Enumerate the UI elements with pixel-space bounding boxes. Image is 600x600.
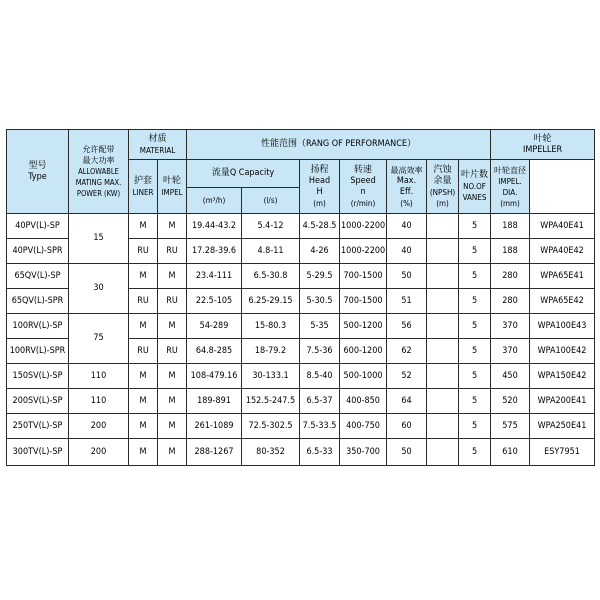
cell-capacity-m3h: 23.4-111 [187,264,242,289]
header-head-zh: 扬程 [310,164,329,175]
cell-impel: M [158,214,187,239]
cell-dia: 450 [491,364,530,389]
cell-capacity-ls: 6.25-29.15 [242,289,300,314]
cell-curve: WPA40E41 [530,214,595,239]
cell-liner: RU [129,239,158,264]
cell-eff: 50 [387,439,427,466]
header-type [7,130,69,214]
cell-dia: 520 [491,389,530,414]
cell-capacity-ls: 6.5-30.8 [242,264,300,289]
header-npsh-en: (NPSH) [429,187,456,197]
header-liner [129,160,158,214]
cell-impel: M [158,364,187,389]
cell-eff: 56 [387,314,427,339]
header-npsh [427,160,459,214]
cell-speed: 600-1200 [340,339,387,364]
cell-eff: 64 [387,389,427,414]
header-speed-unit: (r/min) [350,198,376,208]
cell-curve: WPA100E43 [530,314,595,339]
table-header [7,130,595,214]
cell-power: 200 [69,439,129,466]
cell-speed: 1000-2200 [340,214,387,239]
table-row [7,264,595,289]
cell-head: 5-35 [300,314,340,339]
cell-eff: 40 [387,239,427,264]
cell-vanes: 5 [459,289,491,314]
header-power-en-3: POWER (KW) [76,189,121,198]
header-eff [387,160,427,214]
cell-dia: 370 [491,339,530,364]
header-impel-zh: 叶轮 [163,175,182,186]
cell-dia: 188 [491,214,530,239]
cell-liner: RU [129,289,158,314]
header-dia-unit: (mm) [500,198,520,208]
cell-capacity-m3h: 17.28-39.6 [187,239,242,264]
cell-dia: 575 [491,414,530,439]
cell-capacity-m3h: 288-1267 [187,439,242,466]
cell-speed: 700-1500 [340,264,387,289]
cell-power: 200 [69,414,129,439]
cell-curve: WPA65E42 [530,289,595,314]
cell-impel: M [158,264,187,289]
cell-vanes: 5 [459,414,491,439]
header-material [129,130,187,160]
cell-type: 150SV(L)-SP [7,364,69,389]
header-capacity-m3h: (m³/h) [187,188,242,214]
header-power-zh-1: 允许配带 [82,145,115,154]
cell-npsh [427,439,459,466]
header-material-zh: 材质 [148,133,167,144]
cell-power: 75 [69,314,129,364]
header-power-zh-2: 最大功率 [82,156,115,165]
header-dia [491,160,530,214]
header-material-en: MATERIAL [139,145,176,155]
header-vanes-zh: 叶片数 [461,170,489,180]
cell-speed: 700-1500 [340,289,387,314]
cell-liner: RU [129,339,158,364]
cell-head: 4-26 [300,239,340,264]
header-power [69,130,129,214]
header-dia-en-1: IMPEL. [498,176,522,186]
header-speed-sym: n [360,186,366,197]
cell-capacity-ls: 80-352 [242,439,300,466]
cell-speed: 400-750 [340,414,387,439]
cell-type: 65QV(L)-SPR [7,289,69,314]
cell-npsh [427,214,459,239]
cell-vanes: 5 [459,339,491,364]
cell-capacity-m3h: 261-1089 [187,414,242,439]
cell-dia: 280 [491,289,530,314]
header-head-sym: H [316,186,323,197]
header-speed [340,160,387,214]
table-row [7,439,595,466]
cell-liner: M [129,264,158,289]
pump-spec-table [6,129,595,466]
cell-capacity-ls: 5.4-12 [242,214,300,239]
header-capacity: 流量Q Capacity [187,160,300,188]
header-performance: 性能范围（RANG OF PERFORMANCE） [187,130,491,160]
header-speed-zh: 转速 [354,164,373,175]
cell-head: 7.5-33.5 [300,414,340,439]
cell-npsh [427,339,459,364]
header-dia-zh: 叶轮直径 [494,165,527,175]
cell-speed: 500-1000 [340,364,387,389]
header-impeller-en: IMPELLER [522,144,563,155]
cell-vanes: 5 [459,364,491,389]
cell-curve: WPA200E41 [530,389,595,414]
cell-impel: M [158,414,187,439]
cell-type: 65QV(L)-SP [7,264,69,289]
cell-vanes: 5 [459,214,491,239]
cell-liner: M [129,364,158,389]
cell-power: 15 [69,214,129,264]
cell-liner: M [129,389,158,414]
cell-head: 8.5-40 [300,364,340,389]
cell-curve: WPA250E41 [530,414,595,439]
cell-curve: WPA100E42 [530,339,595,364]
cell-npsh [427,364,459,389]
cell-eff: 51 [387,289,427,314]
cell-speed: 350-700 [340,439,387,466]
cell-capacity-ls: 18-79.2 [242,339,300,364]
cell-liner: M [129,414,158,439]
header-eff-zh: 最高效率 [390,165,423,175]
header-impel-en: IMPEL [161,187,183,197]
header-npsh-unit: (m) [436,198,449,208]
header-eff-unit: (%) [400,198,413,208]
cell-dia: 610 [491,439,530,466]
table-row [7,214,595,239]
table-row [7,314,595,339]
cell-capacity-m3h: 108-479.16 [187,364,242,389]
cell-head: 7.5-36 [300,339,340,364]
cell-type: 250TV(L)-SP [7,414,69,439]
header-npsh-zh-1: 汽蚀 [433,164,452,175]
cell-dia: 188 [491,239,530,264]
cell-curve: WPA150E42 [530,364,595,389]
cell-eff: 60 [387,414,427,439]
cell-type: 300TV(L)-SP [7,439,69,466]
header-head-unit: (m) [313,198,326,208]
cell-npsh [427,289,459,314]
cell-vanes: 5 [459,264,491,289]
cell-head: 5-29.5 [300,264,340,289]
header-capacity-ls: (l/s) [242,188,300,214]
cell-npsh [427,264,459,289]
cell-capacity-ls: 15-80.3 [242,314,300,339]
cell-liner: M [129,214,158,239]
cell-npsh [427,314,459,339]
header-impeller-zh: 叶轮 [533,133,552,144]
cell-eff: 52 [387,364,427,389]
cell-curve: WPA65E41 [530,264,595,289]
cell-type: 100RV(L)-SPR [7,339,69,364]
table-row [7,389,595,414]
header-npsh-zh-2: 余量 [433,175,452,186]
cell-npsh [427,414,459,439]
header-head [300,160,340,214]
header-dia-en-2: DIA. [502,187,518,197]
cell-liner: M [129,439,158,466]
cell-capacity-m3h: 19.44-43.2 [187,214,242,239]
header-power-en-1: ALLOWABLE [78,167,119,176]
cell-impel: RU [158,239,187,264]
cell-head: 5-30.5 [300,289,340,314]
cell-power: 110 [69,389,129,414]
cell-vanes: 5 [459,239,491,264]
cell-impel: M [158,439,187,466]
header-liner-zh: 护套 [133,175,152,186]
header-vanes-en-2: VANES [462,193,487,202]
table-body [7,214,595,466]
cell-head: 6.5-37 [300,389,340,414]
cell-dia: 280 [491,264,530,289]
cell-dia: 370 [491,314,530,339]
cell-capacity-ls: 4.8-11 [242,239,300,264]
cell-eff: 40 [387,214,427,239]
cell-capacity-ls: 152.5-247.5 [242,389,300,414]
cell-type: 40PV(L)-SP [7,214,69,239]
cell-liner: M [129,314,158,339]
cell-capacity-m3h: 54-289 [187,314,242,339]
cell-capacity-m3h: 64.8-285 [187,339,242,364]
cell-impel: M [158,389,187,414]
cell-impel: RU [158,339,187,364]
header-head-en: Head [308,175,331,186]
header-type-zh: 型号 [28,160,47,171]
cell-curve: WPA40E42 [530,239,595,264]
header-liner-en: LINER [132,187,154,197]
cell-capacity-m3h: 189-891 [187,389,242,414]
cell-vanes: 5 [459,439,491,466]
header-vanes-en-1: NO.OF [463,182,486,191]
header-eff-en-1: Max. [396,175,417,186]
cell-capacity-ls: 30-133.1 [242,364,300,389]
cell-impel: RU [158,289,187,314]
header-power-en-2: MATING MAX. [75,178,122,187]
table-row [7,414,595,439]
cell-type: 100RV(L)-SP [7,314,69,339]
header-impeller [491,130,595,160]
cell-vanes: 5 [459,314,491,339]
table-row [7,364,595,389]
cell-vanes: 5 [459,389,491,414]
cell-head: 4.5-28.5 [300,214,340,239]
cell-eff: 50 [387,264,427,289]
header-eff-en-2: Eff. [399,186,414,197]
cell-eff: 62 [387,339,427,364]
header-impel [158,160,187,214]
header-vanes [459,160,491,214]
header-type-en: Type [28,171,47,182]
cell-power: 110 [69,364,129,389]
cell-speed: 500-1200 [340,314,387,339]
cell-curve: ESY7951 [530,439,595,466]
cell-head: 6.5-33 [300,439,340,466]
cell-capacity-m3h: 22.5-105 [187,289,242,314]
cell-type: 200SV(L)-SP [7,389,69,414]
cell-power: 30 [69,264,129,314]
cell-speed: 400-850 [340,389,387,414]
cell-capacity-ls: 72.5-302.5 [242,414,300,439]
cell-type: 40PV(L)-SPR [7,239,69,264]
cell-speed: 1000-2200 [340,239,387,264]
cell-impel: M [158,314,187,339]
cell-npsh [427,239,459,264]
header-speed-en: Speed [350,175,376,186]
cell-npsh [427,389,459,414]
